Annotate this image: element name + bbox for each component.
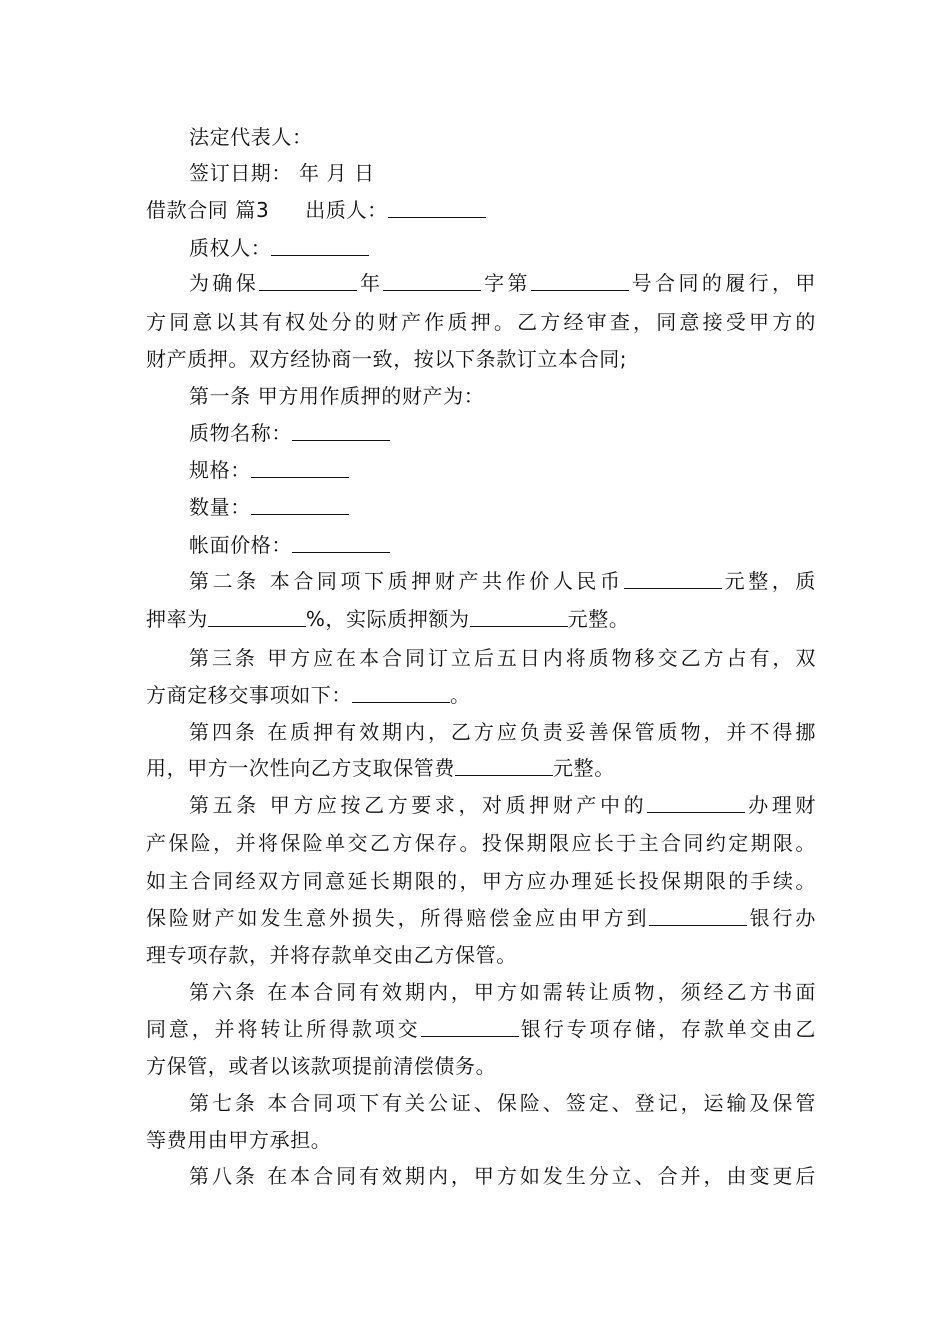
legal-rep-line bbox=[189, 119, 816, 156]
quantity-blank bbox=[251, 490, 349, 515]
insured-item-blank bbox=[647, 788, 745, 813]
transfer-items-blank bbox=[352, 678, 450, 703]
article-5-text: 办理财 bbox=[745, 793, 816, 817]
book-price-line bbox=[189, 527, 816, 564]
valuation-blank bbox=[624, 564, 722, 589]
legal-rep-label: 法定代表人： bbox=[189, 125, 313, 149]
title-line bbox=[146, 192, 816, 229]
pledge-rate-blank bbox=[208, 602, 306, 627]
article-5-text: 保险财产如发生意外损失，所得赔偿金应由甲方到 bbox=[146, 906, 650, 930]
article-4-line-2 bbox=[146, 750, 816, 787]
article-6-line-2 bbox=[146, 1011, 816, 1048]
sign-date-label: 签订日期： 年 月 日 bbox=[189, 161, 375, 185]
article-3-text: 方商定移交事项如下： bbox=[146, 683, 352, 707]
article-3-line-1: 第三条 甲方应在本合同订立后五日内将质物移交乙方占有，双 bbox=[189, 646, 816, 670]
spec-label: 规格： bbox=[189, 458, 251, 482]
bank-blank bbox=[649, 901, 747, 926]
item-name-blank bbox=[292, 416, 390, 441]
item-name-label: 质物名称： bbox=[189, 421, 292, 445]
intro-text: 为确保 bbox=[189, 271, 260, 295]
article-5-line-4 bbox=[146, 900, 816, 937]
article-6-line-1: 第六条 在本合同有效期内，甲方如需转让质物，须经乙方书面 bbox=[189, 980, 816, 1004]
intro-text: 号合同的履行，甲 bbox=[628, 271, 816, 295]
item-name-line bbox=[189, 415, 816, 452]
pledgor-blank bbox=[388, 193, 486, 218]
article-4-text: 元整。 bbox=[553, 756, 615, 780]
article-5-line-2: 产保险，并将保险单交乙方保存。投保期限应长于主合同约定期限。 bbox=[146, 831, 816, 855]
book-price-blank bbox=[292, 528, 390, 553]
article-6-text: 同意，并将转让所得款项交 bbox=[146, 1017, 421, 1041]
spec-line bbox=[189, 452, 816, 489]
pledge-amount-blank bbox=[470, 602, 568, 627]
article-5-text: 第五条 甲方应按乙方要求，对质押财产中的 bbox=[189, 793, 648, 817]
intro-line-1 bbox=[189, 265, 816, 302]
article-2-text: 押率为 bbox=[146, 607, 208, 631]
contract-title: 借款合同 篇3 bbox=[146, 198, 270, 222]
intro-blank-2 bbox=[383, 266, 481, 291]
article-2-text: 元整，质 bbox=[721, 569, 816, 593]
intro-text: 年 bbox=[357, 271, 384, 295]
spec-blank bbox=[251, 453, 349, 478]
article-6-line-3: 方保管，或者以该款项提前清偿债务。 bbox=[146, 1054, 497, 1078]
article-2-line-2 bbox=[146, 601, 816, 638]
intro-blank-1 bbox=[259, 266, 357, 291]
pledgee-line bbox=[189, 230, 816, 267]
pledgee-label: 质权人： bbox=[189, 236, 272, 260]
article-2-line-1 bbox=[189, 563, 816, 600]
intro-line-3: 财产质押。双方经协商一致，按以下条款订立本合同; bbox=[146, 347, 628, 371]
article-6-text: 银行专项存储，存款单交由乙 bbox=[518, 1017, 816, 1041]
sign-date-line bbox=[189, 155, 816, 192]
intro-line-2: 方同意以其有权处分的财产作质押。乙方经审查，同意接受甲方的 bbox=[146, 310, 816, 334]
article-7-line-2: 等费用由甲方承担。 bbox=[146, 1128, 332, 1152]
article-7-line-1: 第七条 本合同项下有关公证、保险、签定、登记，运输及保管 bbox=[189, 1091, 816, 1115]
article-2-text: 第二条 本合同项下质押财产共作价人民币 bbox=[189, 569, 624, 593]
article-2-text: %，实际质押额为 bbox=[305, 607, 470, 631]
intro-text: 字第 bbox=[481, 271, 531, 295]
pledgor-label: 出质人： bbox=[305, 198, 388, 222]
article-8-line-1: 第八条 在本合同有效期内，甲方如发生分立、合并，由变更后 bbox=[189, 1164, 816, 1188]
article-5-line-5: 理专项存款，并将存款单交由乙方保管。 bbox=[146, 943, 517, 967]
transfer-bank-blank bbox=[421, 1012, 519, 1037]
article-3-text: 。 bbox=[450, 683, 471, 707]
article-4-text: 用，甲方一次性向乙方支取保管费 bbox=[146, 756, 455, 780]
article-5-line-3: 如主合同经双方同意延长期限的，甲方应办理延长投保期限的手续。 bbox=[146, 869, 816, 893]
article-5-line-1 bbox=[189, 787, 816, 824]
article-3-line-2 bbox=[146, 677, 816, 714]
article-1-heading: 第一条 甲方用作质押的财产为： bbox=[189, 384, 485, 408]
quantity-label: 数量： bbox=[189, 495, 251, 519]
article-2-text: 元整。 bbox=[567, 607, 630, 631]
storage-fee-blank bbox=[455, 751, 553, 776]
intro-blank-3 bbox=[531, 266, 629, 291]
quantity-line bbox=[189, 489, 816, 526]
pledgee-blank bbox=[271, 231, 369, 256]
article-5-text: 银行办 bbox=[747, 906, 816, 930]
article-4-line-1: 第四条 在质押有效期内，乙方应负责妥善保管质物，并不得挪 bbox=[189, 720, 816, 744]
book-price-label: 帐面价格： bbox=[189, 533, 292, 557]
